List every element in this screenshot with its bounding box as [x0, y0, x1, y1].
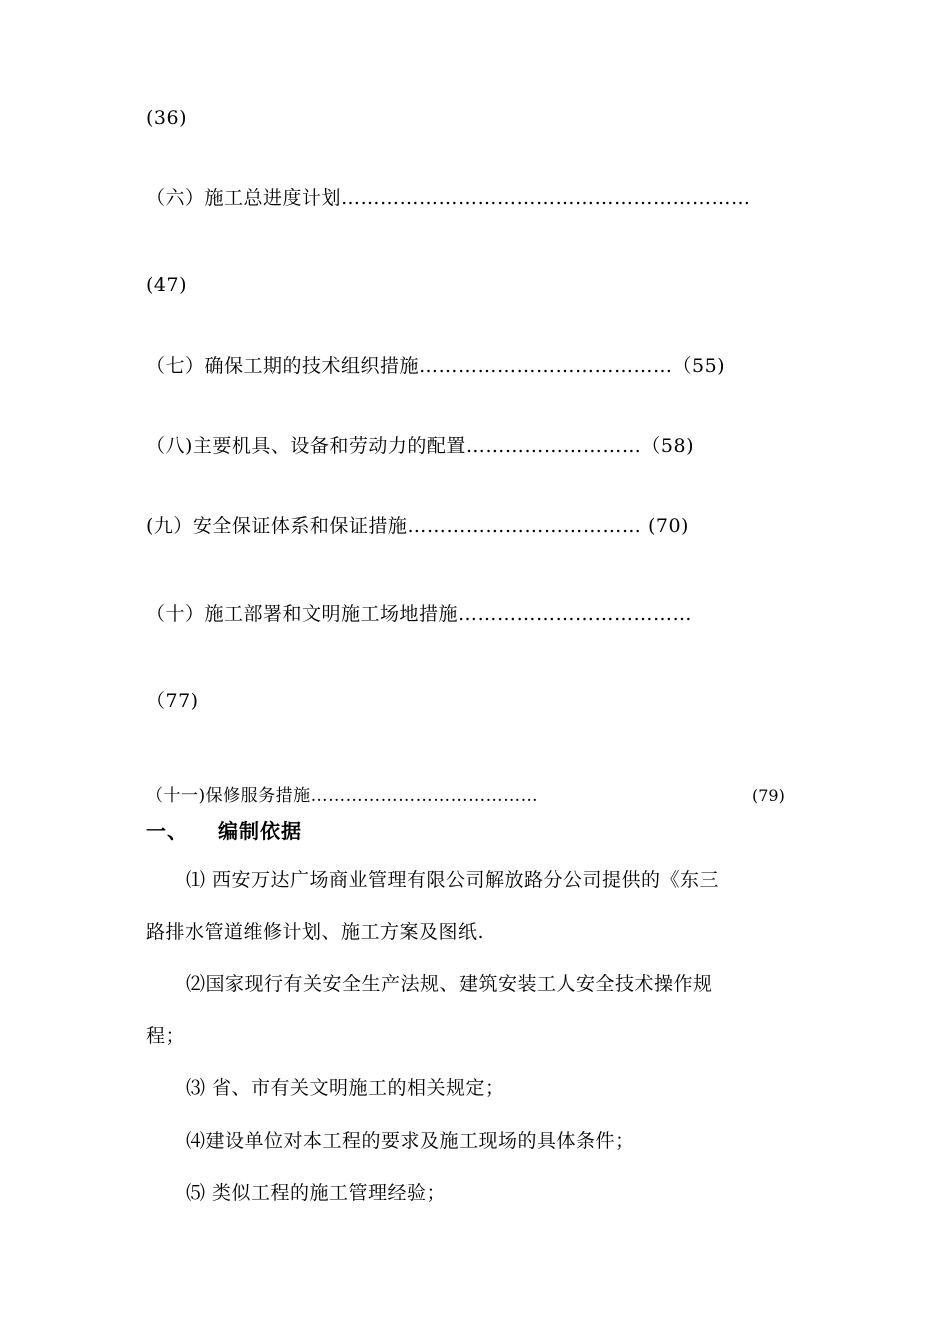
- toc-item-8: （八)主要机具、设备和劳动力的配置………………………（58): [146, 435, 695, 457]
- paragraph-2-line-2: 程；: [146, 1025, 186, 1047]
- paragraph-1-line-2: 路排水管道维修计划、施工方案及图纸.: [146, 921, 485, 943]
- section-heading-number: 一、: [146, 819, 188, 843]
- toc-page-36: (36): [146, 107, 188, 129]
- paragraph-3: ⑶ 省、市有关文明施工的相关规定；: [186, 1077, 505, 1099]
- toc-item-9: (九）安全保证体系和保证措施……………………………… (70): [146, 515, 689, 537]
- toc-item-11-page: (79): [752, 786, 785, 805]
- section-heading: [146, 819, 302, 843]
- toc-page-77: （77): [146, 690, 199, 712]
- toc-item-6: （六）施工总进度计划………………………………………………………: [146, 187, 751, 209]
- toc-item-11: （十一)保修服务措施…………………………………: [146, 786, 539, 806]
- paragraph-5: ⑸ 类似工程的施工管理经验；: [186, 1182, 447, 1204]
- toc-item-10: （十）施工部署和文明施工场地措施………………………………: [146, 603, 693, 625]
- paragraph-4: ⑷建设单位对本工程的要求及施工现场的具体条件；: [186, 1130, 635, 1152]
- section-heading-title: 编制依据: [218, 819, 302, 843]
- paragraph-2-line-1: ⑵国家现行有关安全生产法规、建筑安装工人安全技术操作规: [186, 973, 713, 995]
- toc-item-7: （七）确保工期的技术组织措施…………………………………（55): [146, 355, 726, 377]
- toc-page-47: (47): [146, 274, 188, 296]
- paragraph-1-line-1: ⑴ 西安万达广场商业管理有限公司解放路分公司提供的《东三: [186, 869, 720, 891]
